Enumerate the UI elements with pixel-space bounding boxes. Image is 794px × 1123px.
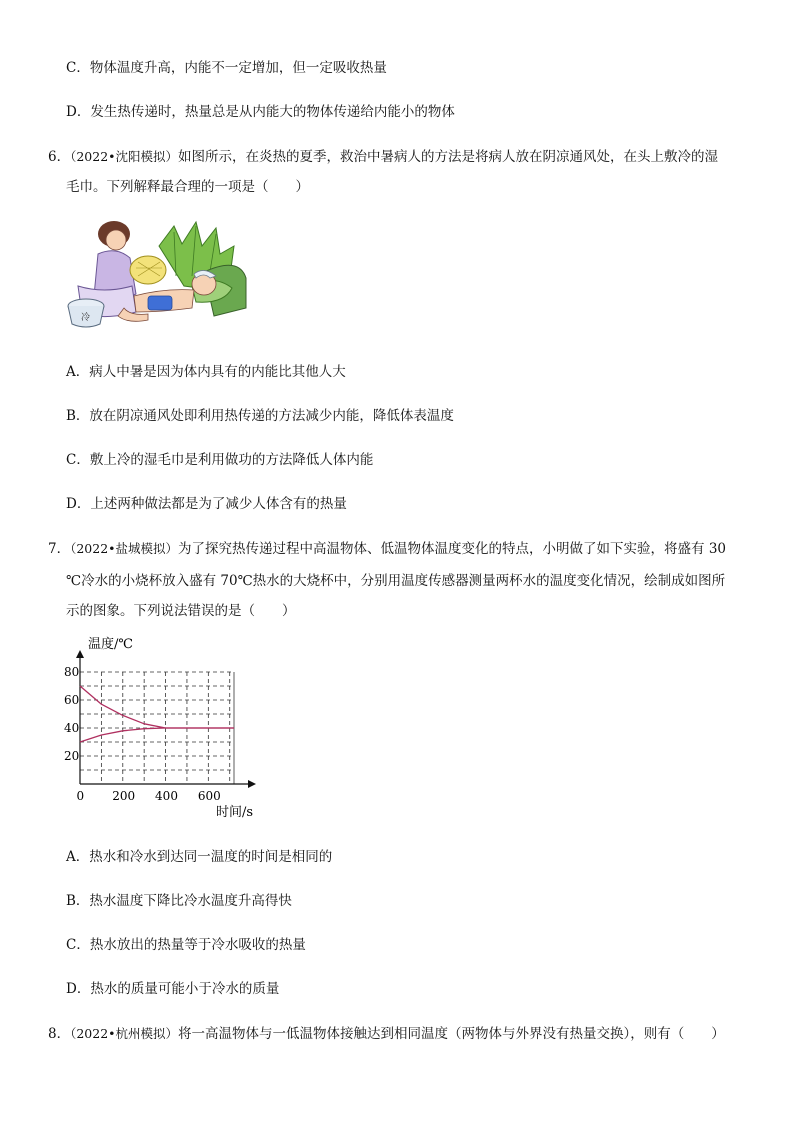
q7-option-d: D．热水的质量可能小于冷水的质量 bbox=[66, 981, 280, 997]
q6-source: （2022•沈阳模拟） bbox=[70, 149, 179, 164]
q6-stem-line1 bbox=[48, 145, 718, 165]
series-line-2 bbox=[80, 728, 234, 742]
q8-source: （2022•杭州模拟） bbox=[70, 1026, 179, 1041]
q5-option-c: C．物体温度升高，内能不一定增加，但一定吸收热量 bbox=[66, 60, 387, 76]
chart-axes bbox=[76, 650, 256, 788]
q7-stem-line2: ℃冷水的小烧杯放入盛有 70℃热水的大烧杯中，分别用温度传感器测量两杯水的温度变化情况，绘制成如图所 bbox=[66, 573, 726, 589]
x-tick-label: 0 bbox=[76, 789, 85, 803]
chart-xlabel: 时间/s bbox=[216, 805, 254, 820]
temperature-time-chart bbox=[58, 628, 270, 820]
q7-stem-text: 为了探究热传递过程中高温物体、低温物体温度变化的特点，小明做了如下实验，将盛有 30 bbox=[178, 541, 726, 557]
basin-label: 冷 bbox=[81, 313, 91, 323]
x-axis-arrow bbox=[248, 780, 256, 788]
q6-option-a: A．病人中暑是因为体内具有的内能比其他人大 bbox=[66, 364, 346, 380]
q8-stem-line1 bbox=[48, 1022, 725, 1042]
series-line-1 bbox=[80, 686, 234, 728]
q7-stem-line1 bbox=[48, 537, 726, 557]
q6-option-b: B．放在阴凉通风处即利用热传递的方法减少内能，降低体表温度 bbox=[66, 408, 454, 424]
q5-option-d: D．发生热传递时，热量总是从内能大的物体传递给内能小的物体 bbox=[66, 104, 455, 120]
x-tick-label: 200 bbox=[112, 789, 136, 803]
q7-stem-line3: 示的图象。下列说法错误的是（ ） bbox=[66, 603, 296, 619]
q6-number: 6． bbox=[48, 149, 71, 165]
chart-ylabel: 温度/℃ bbox=[88, 637, 133, 652]
y-tick-label: 60 bbox=[64, 693, 80, 707]
y-tick-label: 40 bbox=[64, 721, 80, 735]
y-axis-arrow bbox=[76, 650, 84, 658]
q6-option-c: C．敷上冷的湿毛巾是利用做功的方法降低人体内能 bbox=[66, 452, 374, 468]
q7-option-a: A．热水和冷水到达同一温度的时间是相同的 bbox=[66, 849, 333, 865]
q6-stem-text: 如图所示，在炎热的夏季，救治中暑病人的方法是将病人放在阴凉通风处，在头上敷冷的湿 bbox=[178, 149, 719, 165]
q8-stem-text: 将一高温物体与一低温物体接触达到相同温度（两物体与外界没有热量交换），则有（ ） bbox=[178, 1026, 725, 1042]
q7-number: 7． bbox=[48, 541, 71, 557]
x-tick-label: 600 bbox=[197, 789, 221, 803]
x-tick-label: 400 bbox=[155, 789, 178, 803]
heatstroke-illustration bbox=[64, 216, 248, 332]
q7-option-b: B．热水温度下降比冷水温度升高得快 bbox=[66, 893, 292, 909]
q6-option-d: D．上述两种做法都是为了减少人体含有的热量 bbox=[66, 496, 347, 512]
y-tick-label: 80 bbox=[64, 665, 80, 679]
q6-stem-line2: 毛巾。下列解释最合理的一项是（ ） bbox=[66, 179, 309, 195]
q7-option-c: C．热水放出的热量等于冷水吸收的热量 bbox=[66, 937, 306, 953]
q7-source: （2022•盐城模拟） bbox=[70, 541, 179, 556]
q8-number: 8． bbox=[48, 1026, 71, 1042]
y-tick-label: 20 bbox=[64, 749, 80, 763]
